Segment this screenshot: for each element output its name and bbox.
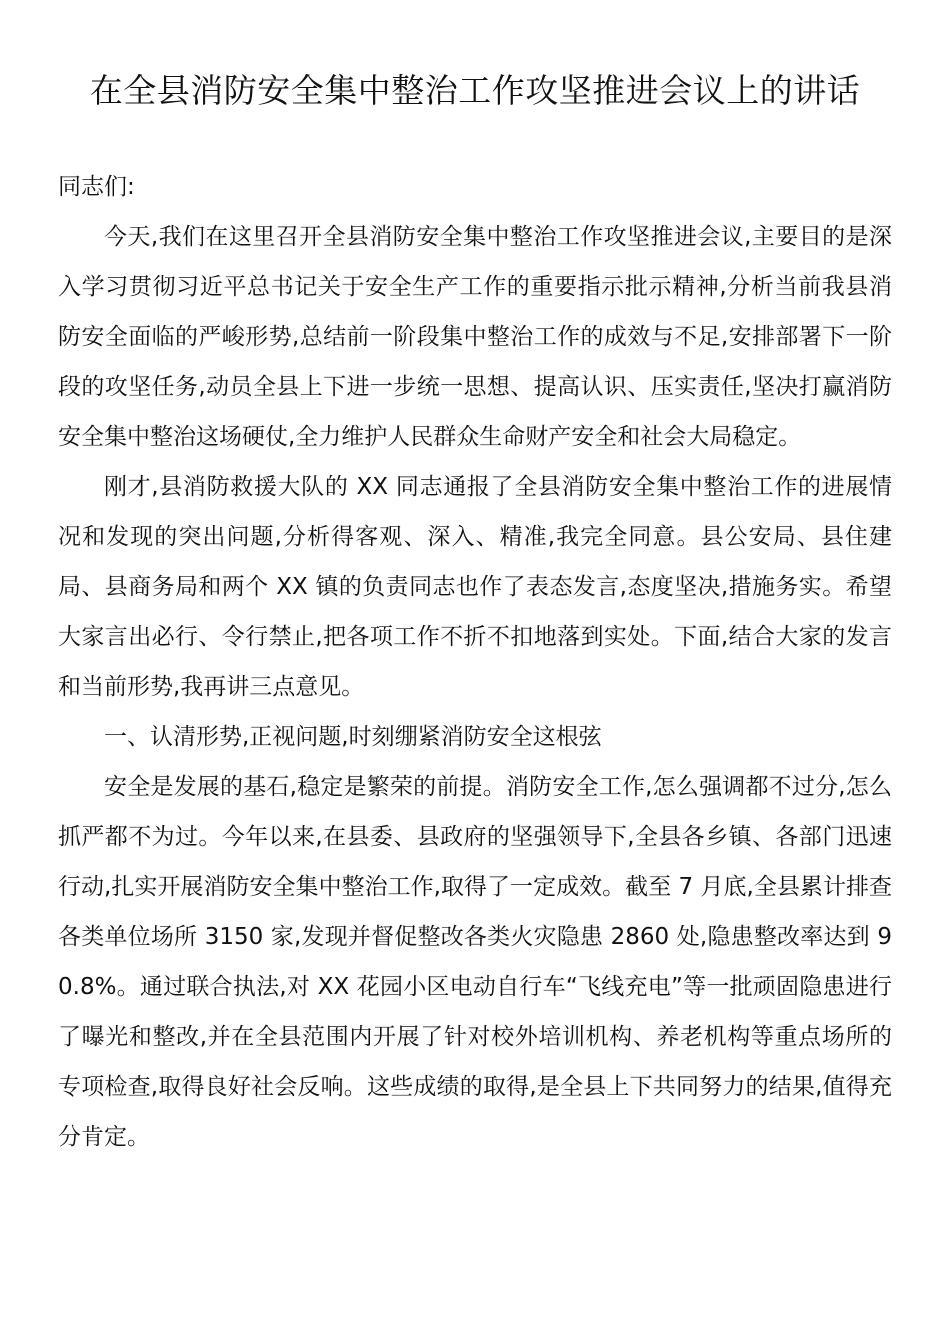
paragraph-opening: 今天,我们在这里召开全县消防安全集中整治工作攻坚推进会议,主要目的是深入学习贯彻习近平总书记关于安全生产工作的重要指示批示精神,分析当前我县消防安全面临的严峻形势,总结前一阶段集中整治工作的成效与不足,安排部署下一阶段的攻坚任务,动员全县上下进一步统一思想、提高认识、压实责任,坚决打赢消防安全集中整治这场硬仗,全力维护人民群众生命财产安全和社会大局稳定。 bbox=[58, 224, 892, 450]
section-paragraph: 安全是发展的基石,稳定是繁荣的前提。消防安全工作,怎么强调都不过分,怎么抓严都不为过。今年以来,在县委、县政府的坚强领导下,全县各乡镇、各部门迅速行动,扎实开展消防安全集中整治工作,取得了一定成效。截至 7 月底,全县累计排查各类单位场所 3150 家,发现并督促整改各类火灾隐患 2860 处,隐患整改率达到 90.8%。通过联合执法,对 XX 花园小区电动自行车“飞线充电”等一批顽固隐患进行了曝光和整改,并在全县范围内开展了针对校外培训机构、养老机构等重点场所的专项检查,取得良好社会反响。这些成绩的取得,是全县上下共同努力的结果,值得充分肯定。 bbox=[58, 774, 892, 1150]
paragraph-review: 刚才,县消防救援大队的 XX 同志通报了全县消防安全集中整治工作的进展情况和发现的突出问题,分析得客观、深入、精准,我完全同意。县公安局、县住建局、县商务局和两个 XX 镇的负责同志也作了表态发言,态度坚决,措施务实。希望大家言出必行、令行禁止,把各项工作不折不扣地落到实处。下面,结合大家的发言和当前形势,我再讲三点意见。 bbox=[58, 474, 892, 700]
document-title: 在全县消防安全集中整治工作攻坚推进会议上的讲话 bbox=[89, 71, 861, 110]
section-heading: 一、认清形势,正视问题,时刻绷紧消防安全这根弦 bbox=[104, 724, 602, 750]
salutation: 同志们: bbox=[58, 174, 135, 200]
document-body bbox=[58, 162, 892, 1162]
